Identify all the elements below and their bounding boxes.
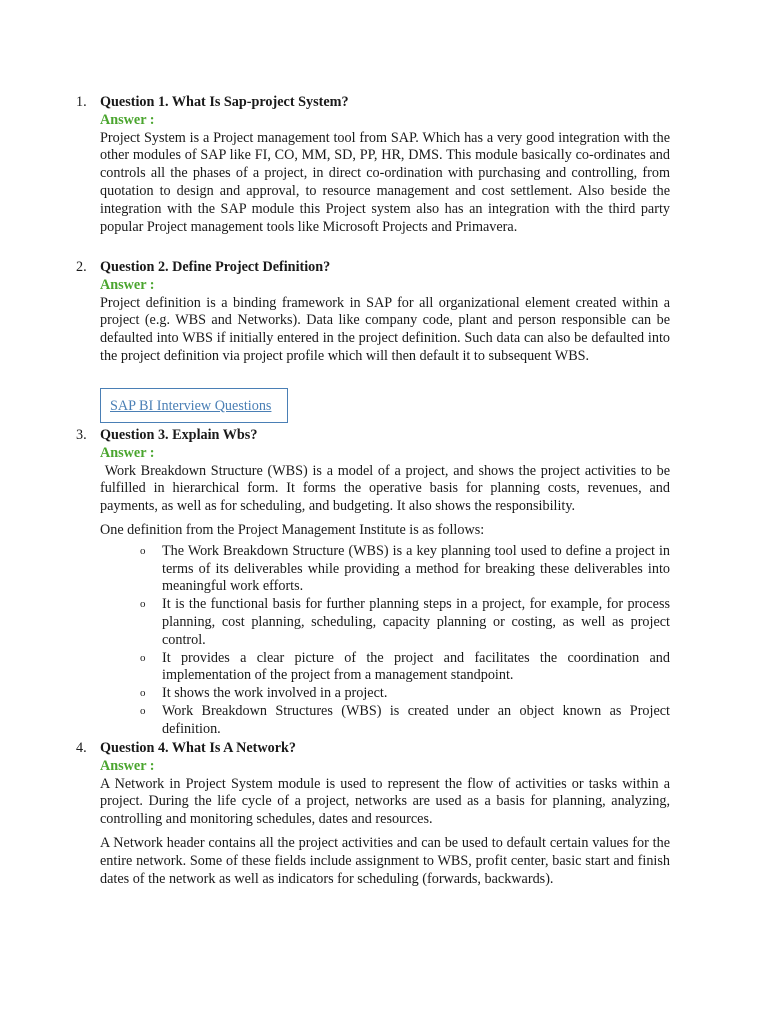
answer-paragraph: A Network in Project System module is used to represent the flow of activities or tasks within a project. During the life cycle of a project, networks are used as a basis for planning, analyzing, controlling and monitoring schedules, dates and resources. — [100, 775, 670, 828]
question-2 — [76, 259, 670, 366]
question-title: Question 1. What Is Sap-project System? — [100, 94, 349, 110]
list-item — [140, 650, 670, 686]
question-number: 2. — [76, 259, 87, 275]
answer-paragraph: One definition from the Project Management Institute is as follows: — [100, 521, 485, 538]
bullet-marker: o — [140, 651, 146, 664]
answer-paragraph: Work Breakdown Structure (WBS) is a model of a project, and shows the project activities to be fulfilled in hierarchical form. It forms the operative basis for planning costs, revenues, and payments, as well as for scheduling, and budgeting. It also shows the responsibility. — [100, 462, 674, 515]
bullet-marker: o — [140, 687, 146, 700]
answer-label: Answer : — [100, 276, 155, 293]
question-number: 1. — [76, 94, 87, 110]
question-1 — [76, 94, 670, 236]
answer-label: Answer : — [100, 757, 155, 774]
bullet-marker: o — [140, 544, 146, 557]
list-item — [140, 685, 670, 703]
question-number: 4. — [76, 740, 87, 756]
answer-paragraph: Project System is a Project management tool from SAP. Which has a very good integration with the other modules of SAP like FI, CO, MM, SD, PP, HR, DMS. This module basically co-ordinates and controls all the phases of a project, in direct co-ordination with purchasing and controlling, from quotation to design and approval, to resource management and cost settlement. Also beside the integration with the SAP module this Project system also has an integration with the third party popular Project management tools like Microsoft Projects and Primavera. — [100, 129, 670, 235]
bullet-marker: o — [140, 704, 146, 717]
bullet-text: Work Breakdown Structures (WBS) is created under an object known as Project definition. — [162, 702, 670, 737]
list-item — [140, 596, 670, 649]
question-number: 3. — [76, 427, 87, 443]
answer-label: Answer : — [100, 111, 155, 128]
answer-paragraph: A Network header contains all the project activities and can be used to default certain values for the entire network. Some of these fields include assignment to WBS, profit center, basic start and finish dates of the network as well as indicators for scheduling (forwards, backwards). — [100, 834, 670, 887]
bullet-text: It shows the work involved in a project. — [162, 685, 388, 702]
bullet-text: It is the functional basis for further planning steps in a project, for example, for process planning, cost planning, scheduling, capacity planning or costing, as well as project control. — [162, 596, 670, 648]
related-link-box — [100, 388, 288, 423]
answer-paragraph: Project definition is a binding framework in SAP for all organizational element created within a project (e.g. WBS and Networks). Data like company code, plant and person responsible can be defaulted into WBS if initially entered in the project definition. Such data can also be defaulted into the project definition via project profile which will then default it to subsequent WBS. — [100, 294, 670, 364]
question-3 — [76, 427, 674, 739]
list-item — [140, 543, 670, 596]
answer-label: Answer : — [100, 444, 155, 461]
sap-bi-interview-questions-link[interactable]: SAP BI Interview Questions — [110, 398, 272, 414]
question-4 — [76, 740, 670, 888]
question-title: Question 2. Define Project Definition? — [100, 259, 331, 275]
bullet-marker: o — [140, 598, 146, 611]
bullet-text: The Work Breakdown Structure (WBS) is a key planning tool used to define a project in terms of its deliverables while providing a method for breaking these deliverables into meaningful work efforts. — [162, 542, 670, 595]
bullet-list — [140, 543, 670, 739]
bullet-text: It provides a clear picture of the project and facilitates the coordination and implementation of the project from a management standpoint. — [162, 649, 670, 684]
question-title: Question 3. Explain Wbs? — [100, 427, 258, 443]
list-item — [140, 703, 670, 739]
question-title: Question 4. What Is A Network? — [100, 740, 297, 756]
